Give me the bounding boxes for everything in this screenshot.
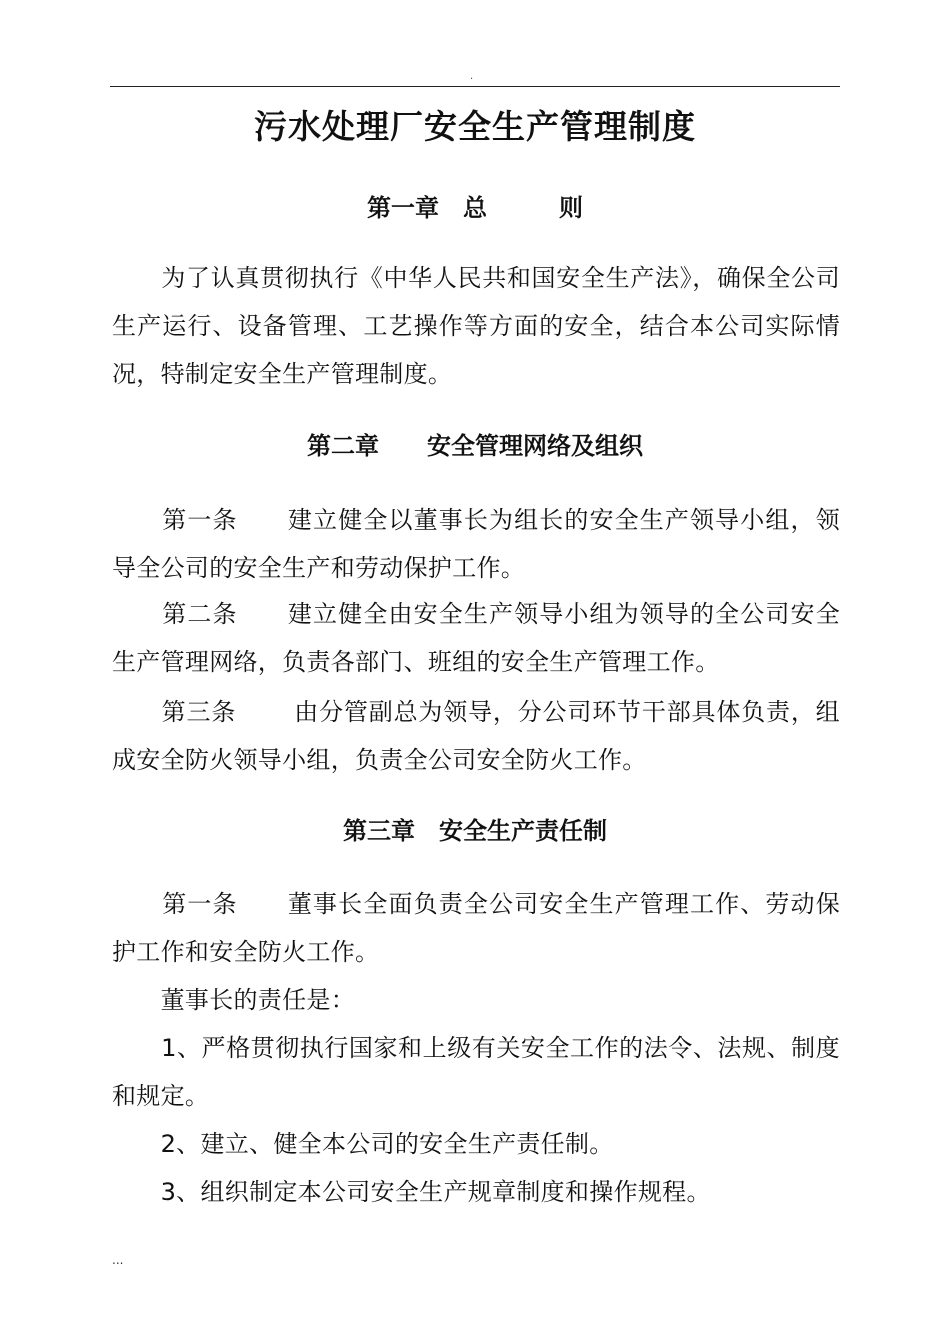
footer-mark: ...: [112, 1253, 124, 1267]
header-mark: .: [470, 71, 474, 82]
chapter-3-item-2: 2、建立、健全本公司的安全生产责任制。: [112, 1130, 614, 1158]
chapter-1-paragraph: 为了认真贯彻执行《中华人民共和国安全生产法》，确保全公司生产运行、设备管理、工艺操作等方面的安全，结合本公司实际情况，特制定安全生产管理制度。: [112, 264, 840, 388]
chapter-2-article-3: 第三条 由分管副总为领导，分公司环节干部具体负责，组成安全防火领导小组，负责全公司安全防火工作。: [112, 698, 840, 774]
chapter-2-article-1: 第一条 建立健全以董事长为组长的安全生产领导小组，领导全公司的安全生产和劳动保护工作。: [112, 506, 840, 582]
chapter-3-item-1: 1、严格贯彻执行国家和上级有关安全工作的法令、法规、制度和规定。: [112, 1034, 840, 1110]
chapter-3-heading: 第三章 安全生产责任制: [343, 817, 607, 845]
chapter-3-article-1: 第一条 董事长全面负责全公司安全生产管理工作、劳动保护工作和安全防火工作。: [112, 890, 840, 966]
chapter-3-duties-intro: 董事长的责任是：: [112, 986, 355, 1014]
document-title: 污水处理厂安全生产管理制度: [254, 107, 696, 146]
header-rule: [110, 86, 840, 87]
chapter-2-article-2: 第二条 建立健全由安全生产领导小组为领导的全公司安全生产管理网络，负责各部门、班组的安全生产管理工作。: [112, 600, 840, 676]
chapter-2-heading: 第二章 安全管理网络及组织: [307, 432, 643, 460]
chapter-1-heading: 第一章 总 则: [367, 194, 583, 222]
chapter-3-item-3: 3、组织制定本公司安全生产规章制度和操作规程。: [112, 1178, 711, 1206]
